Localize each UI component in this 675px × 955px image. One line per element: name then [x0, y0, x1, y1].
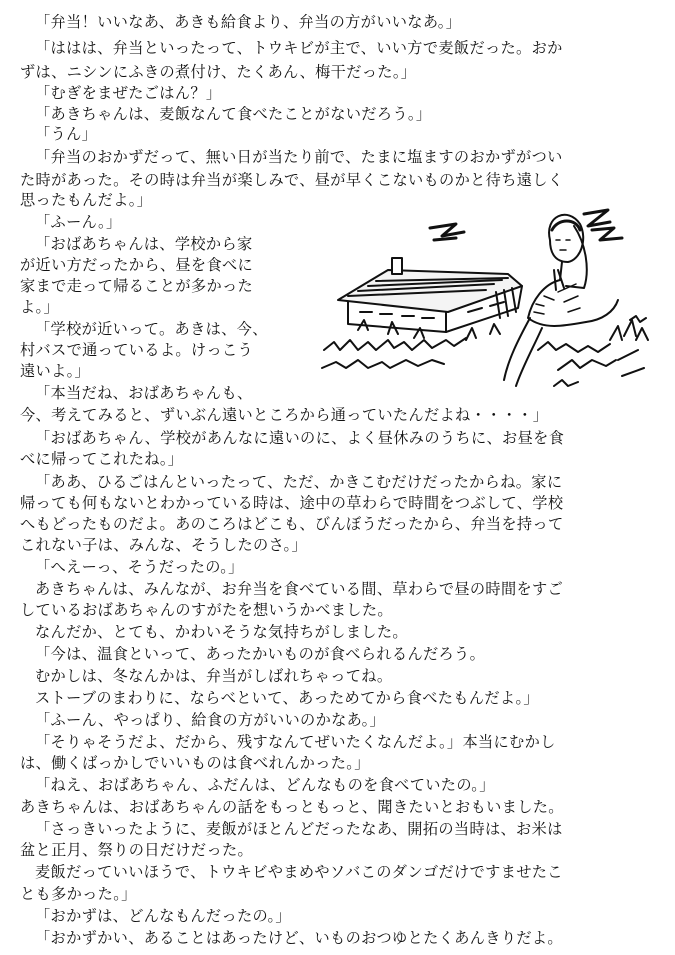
text-line: しているおばあちゃんのすがたを想いうかべました。 [20, 601, 393, 619]
text-line: 「おかずかい、あることはあったけど、いものおつゆとたくあんきりだよ。 [35, 929, 563, 947]
text-line: 盆と正月、祭りの日だけだった。 [20, 841, 254, 859]
text-line: 今、考えてみると、ずいぶん遠いところから通っていたんだよね・・・・」 [20, 406, 549, 424]
text-line: 「今は、温食といって、あったかいものが食べられるんだろう。 [35, 645, 486, 663]
text-line: あきちゃんは、おばあちゃんの話をもっともっと、聞きたいとおもいました。 [20, 798, 564, 816]
text-line: これない子は、みんな、そうしたのさ。」 [20, 536, 308, 554]
text-line: 「さっきいったように、麦飯がほとんどだったなあ、開拓の当時は、お米は [35, 820, 563, 838]
text-line: 「ふーん。」 [35, 213, 122, 231]
text-line: 「うん」 [35, 125, 98, 143]
text-line: むかしは、冬なんかは、弁当がしばれちゃってね。 [35, 667, 393, 685]
text-line: 村バスで通っているよ。けっこう [20, 341, 254, 359]
text-line: 「弁当のおかずだって、無い日が当たり前で、たまに塩ますのおかずがつい [35, 148, 563, 166]
text-line: 「あきちゃんは、麦飯なんて食べたことがないだろう。」 [35, 105, 432, 123]
text-line: 遠いよ。」 [20, 362, 91, 380]
text-line: 「そりゃそうだよ、だから、残すなんてぜいたくなんだよ。」本当にむかし [35, 733, 556, 751]
girl-resting-illustration [318, 200, 658, 395]
text-line: 「へえーっ、そうだったの。」 [35, 558, 244, 576]
text-line: 「ふーん、やっぱり、給食の方がいいのかなあ。」 [35, 711, 386, 729]
text-line: べに帰ってこれたね。」 [20, 450, 184, 468]
text-line: 「ははは、弁当といったって、トウキビが主で、いい方で麦飯だった。おか [35, 39, 563, 57]
text-line: 「おばあちゃんは、学校から家 [35, 235, 253, 253]
text-line: ずは、ニシンにふきの煮付け、たくあん、梅干だった。」 [20, 63, 417, 81]
squiggle-marks-icon [430, 210, 622, 240]
text-line: 帰っても何もないとわかっている時は、途中の草わらで時間をつぶして、学校 [20, 494, 564, 512]
text-line: 「ねえ、おばあちゃん、ふだんは、どんなものを食べていたの。」 [35, 776, 495, 794]
text-line: 「弁当！いいなあ、あきも給食より、弁当の方がいいなあ。」 [35, 13, 462, 31]
text-line: 「本当だね、おばあちゃんも、 [35, 384, 253, 402]
text-line: 「学校が近いって。あきは、今、 [35, 320, 268, 338]
text-line: よ。」 [20, 298, 60, 316]
text-line: 「おばあちゃん、学校があんなに遠いのに、よく昼休みのうちに、お昼を食 [35, 429, 565, 447]
text-line: へもどったものだよ。あのころはどこも、びんぼうだったから、弁当を持って [20, 515, 564, 533]
text-line: 「むぎをまぜたごはん？」 [35, 84, 222, 102]
text-line: 思ったもんだよ。」 [20, 191, 153, 209]
text-line: 「ああ、ひるごはんといったって、ただ、かきこむだけだったからね。家に [35, 473, 563, 491]
text-line: は、働くばっかしでいいものは食べれんかった。」 [20, 754, 370, 772]
text-line: あきちゃんは、みんなが、お弁当を食べている間、草わらで昼の時間をすご [35, 580, 564, 598]
text-line: なんだか、とても、かわいそうな気持ちがしました。 [35, 623, 408, 641]
text-line: が近い方だったから、昼を食べに [20, 256, 254, 274]
text-line: 「おかずは、どんなもんだったの。」 [35, 907, 291, 925]
text-line: 麦飯だっていいほうで、トウキビやまめやソバこのダンゴだけですませたこ [35, 863, 563, 881]
text-line: とも多かった。」 [20, 885, 137, 903]
schoolhouse-icon [338, 258, 522, 332]
text-line: た時があった。その時は弁当が楽しみで、昼が早くこないものかと待ち遠しく [20, 171, 564, 189]
text-line: 家まで走って帰ることが多かった [20, 277, 254, 295]
text-line: ストーブのまわりに、ならべといて、あっためてから食べたもんだよ。」 [35, 689, 539, 707]
